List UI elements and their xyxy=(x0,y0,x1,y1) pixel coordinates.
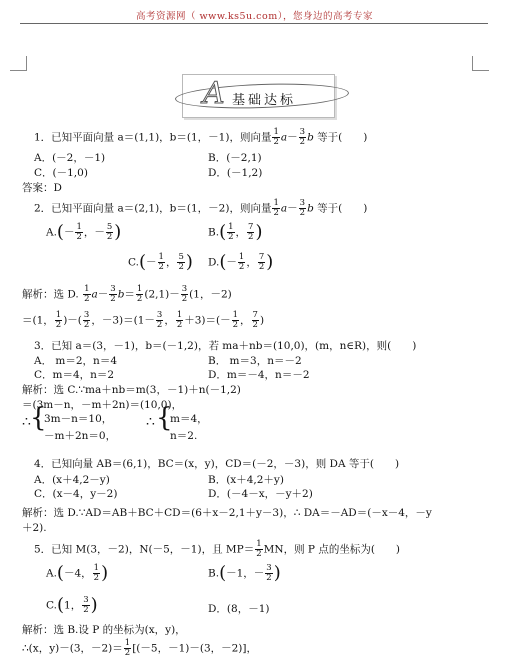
q1-option-b[interactable]: B．(－2,1) xyxy=(208,152,262,164)
q5-option-a[interactable]: A.(－4， $\frac{1}{2}$ ) xyxy=(46,562,109,584)
q1-option-d[interactable]: D．(－1,2) xyxy=(208,167,263,179)
q5-solution-line1: 解析：选 B.设 P 的坐标为(x，y)， xyxy=(22,624,186,636)
section-title: 基础达标 xyxy=(232,93,297,108)
q3-system2-eq2: n＝2. xyxy=(170,430,198,442)
q1-option-a[interactable]: A．(－2，－1) xyxy=(34,152,106,164)
q3-option-d[interactable]: D．m＝－4，n＝－2 xyxy=(208,369,310,381)
q2-stem: 2．已知平面向量 a＝(2,1)，b＝(1，－2)，则向量 $\frac{1}{2}$ a－ $\frac{3}{2}$ b 等于( ) xyxy=(34,198,368,218)
q3-system2-eq1: m＝4， xyxy=(170,413,208,425)
q3-solution-line2: ＝(3m－n，－m＋2n)＝(10,0)， xyxy=(22,399,183,411)
page-header: 高考资源网（ www.ks5u.com），您身边的高考专家 xyxy=(136,11,373,22)
q5-stem: 5．已知 M(3，－2)，N(－5，－1)，且 MP＝ $\frac{1}{2}$ MN，则 P 点的坐标为( ) xyxy=(34,539,401,559)
q2-option-d[interactable]: D.(－ $\frac{1}{2}$ ， $\frac{7}{2}$ ) xyxy=(208,251,274,273)
q3-system1-eq2: －m＋2n＝0， xyxy=(44,430,117,442)
therefore-symbol-2: ∴ xyxy=(146,414,155,430)
q4-solution-line2: ＋2). xyxy=(22,522,47,534)
crop-mark-right xyxy=(472,56,489,71)
q4-option-a[interactable]: A．(x＋4,2－y) xyxy=(34,474,110,486)
crop-mark-left xyxy=(10,56,27,71)
q1-stem: 1．已知平面向量 a＝(1,1)，b＝(1，－1)，则向量 $\frac{1}{2}$ a－ $\frac{3}{2}$ b 等于( ) xyxy=(34,127,368,147)
q1-option-c[interactable]: C．(－1,0) xyxy=(34,167,88,179)
brace-left: { xyxy=(30,403,47,433)
q5-solution-line2: ∴(x，y)－(3，－2)＝ $\frac{1}{2}$ [(－5，－1)－(3，－2)]， xyxy=(22,638,258,658)
q2-option-b[interactable]: B.( $\frac{1}{2}$ ， $\frac{7}{2}$ ) xyxy=(208,221,263,243)
q3-stem: 3．已知 a＝(3，－1)，b＝(－1,2)，若 ma＋nb＝(10,0)，(m，n∈R)，则( ) xyxy=(34,340,417,352)
brace-right: { xyxy=(156,403,173,433)
frac: $\frac{1}{2}$ xyxy=(273,127,279,147)
q2-solution-line2: ＝(1， $\frac{1}{2}$ )－( $\frac{3}{2}$ ，－3)＝(1－ $\frac{3}{2}$ ， $\frac{1}{2}$ ＋3)＝(－ $\frac{1}{2}$ ， $\frac{7}{2}$ ) xyxy=(22,310,265,330)
q1-answer: 答案：D xyxy=(22,182,62,194)
q4-stem: 4．已知向量 AB＝(6,1)，BC＝(x，y)，CD＝(－2，－3)，则 DA 等于( ) xyxy=(34,458,400,470)
q5-option-c[interactable]: C.(1， $\frac{3}{2}$ ) xyxy=(46,594,98,616)
q2-option-c[interactable]: C.(－ $\frac{1}{2}$ ， $\frac{5}{2}$ ) xyxy=(128,251,193,273)
q2-solution-line1: 解析：选 D. $\frac{1}{2}$ a－ $\frac{3}{2}$ b＝ $\frac{1}{2}$ (2,1)－ $\frac{3}{2}$ (1，－2) xyxy=(22,284,232,304)
header-rule xyxy=(20,23,488,24)
q2-option-a[interactable]: A.(－ $\frac{1}{2}$ ，－ $\frac{5}{2}$ ) xyxy=(46,221,122,243)
q4-option-c[interactable]: C．(x－4，y－2) xyxy=(34,488,118,500)
q4-option-b[interactable]: B．(x＋4,2＋y) xyxy=(208,474,284,486)
q5-option-b[interactable]: B.(－1，－ $\frac{3}{2}$ ) xyxy=(208,562,281,584)
q5-option-d[interactable]: D．(8，－1) xyxy=(208,603,270,615)
therefore-symbol: ∴ xyxy=(22,414,31,430)
q3-option-c[interactable]: C．m＝4，n＝2 xyxy=(34,369,115,381)
q4-option-d[interactable]: D．(－4－x，－y＋2) xyxy=(208,488,313,500)
q3-system1-eq1: 3m－n＝10， xyxy=(44,413,113,425)
q4-solution-line1: 解析：选 D.∵AD＝AB＋BC＋CD＝(6＋x－2,1＋y－3)，∴ DA＝－AD＝(－x－4，－y xyxy=(22,507,432,519)
q3-option-b[interactable]: B． m＝3，n＝－2 xyxy=(208,355,302,367)
q3-solution-line1: 解析：选 C.∵ma＋nb＝m(3，－1)＋n(－1,2) xyxy=(22,384,241,396)
q3-option-a[interactable]: A． m＝2，n＝4 xyxy=(34,355,118,367)
banner-letter: A xyxy=(203,76,225,111)
section-banner xyxy=(182,74,335,118)
